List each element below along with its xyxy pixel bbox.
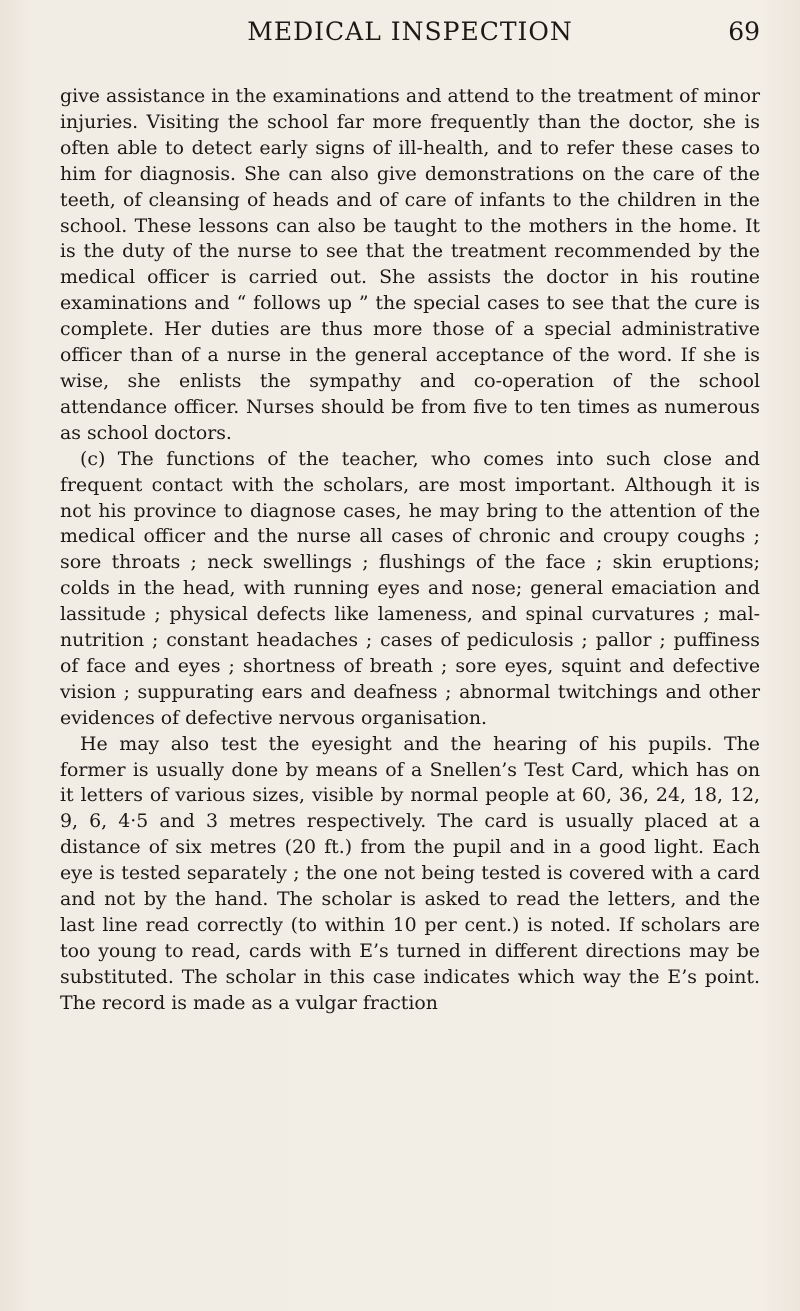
paragraph-eyesight-test: He may also test the eyesight and the hearing of his pupils. The former is usually done by means of a Snellen’s Test Card, which has on it letters of various sizes, visible by normal people at 60, 36, 24, 18, 12, 9, 6, 4·5 and 3 metres respectively. The card is usually placed at a distance of six metres (20 ft.) from the pupil and in a good light. Each eye is tested separately ; the one not being tested is covered with a card and not by the hand. The scholar is asked to read the letters, and the last line read correctly (to within 10 per cent.) is noted. If scholars are too young to read, cards with E’s turned in different directions may be substituted. The scholar in this case indicates which way the E’s point. The record is made as a vulgar fraction: [60, 732, 760, 1014]
running-header: [60, 14, 760, 54]
page-number: 69: [728, 17, 760, 46]
paragraph-teacher-functions: (c) The functions of the teacher, who comes into such close and frequent contact with the scholars, are most important. Although it is not his province to diagnose cases, he may bring to the attention of the medical officer and the nurse all cases of chronic and croupy coughs ; sore throats ; neck swellings ; flushings of the face ; skin eruptions; colds in the head, with running eyes and nose; general emaciation and lassitude ; physical defects like lameness, and spinal curvatures ; mal-nutrition ; constant headaches ; cases of pediculosis ; pallor ; puffiness of face and eyes ; shortness of breath ; sore eyes, squint and defective vision ; suppurating ears and deafness ; abnormal twitchings and other evidences of defective nervous organisation.: [60, 447, 760, 729]
body-text: [60, 84, 760, 1017]
paragraph-nurse-duties: give assistance in the examinations and attend to the treatment of minor injuries. Visiting the school far more frequently than the doctor, she is often able to detect early signs of ill-health, and to refer these cases to him for diagnosis. She can also give demonstrations on the care of the teeth, of cleansing of heads and of care of infants to the children in the school. These lessons can also be taught to the mothers in the home. It is the duty of the nurse to see that the treatment recommended by the medical officer is carried out. She assists the doctor in his routine examinations and “ follows up ” the special cases to see that the cure is complete. Her duties are thus more those of a special administrative officer than of a nurse in the general acceptance of the word. If she is wise, she enlists the sympathy and co-operation of the school attendance officer. Nurses should be from five to ten times as numerous as school doctors.: [60, 85, 760, 444]
running-title: MEDICAL INSPECTION: [247, 17, 573, 46]
